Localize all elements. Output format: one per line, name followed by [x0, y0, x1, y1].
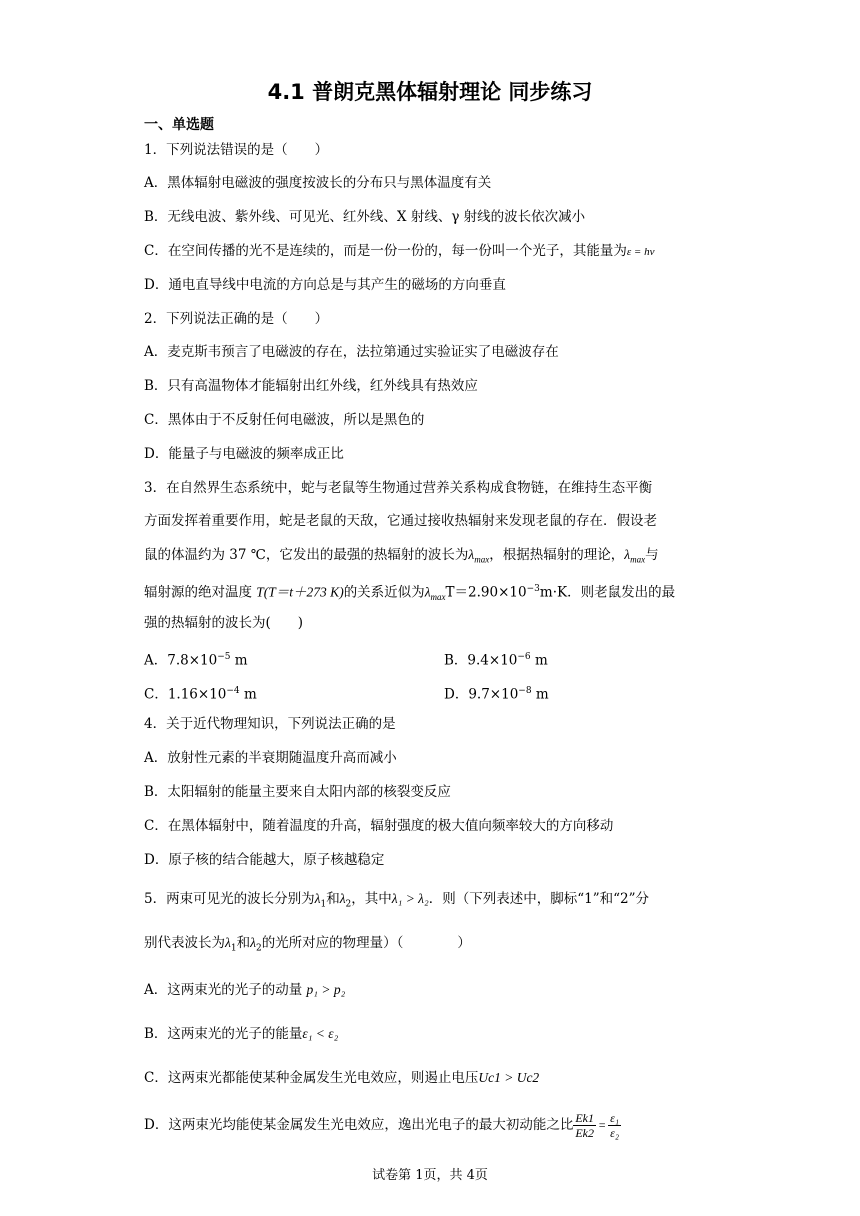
q2-option-c: C．黑体由于不反射任何电磁波，所以是黑色的	[144, 412, 425, 428]
q3-line-4-e: m·K．则老鼠发出的最	[539, 584, 676, 601]
unit: m	[230, 652, 248, 669]
q2-option-d: D．能量子与电磁波的频率成正比	[144, 446, 344, 462]
q5-line-1-d: ．则（下列表述中，脚标“1”和“2”分	[428, 891, 650, 907]
q5-option-b-formula: ε₁ < ε₂	[302, 1026, 339, 1041]
q4-option-a: A．放射性元素的半衰期随温度升高而减小	[144, 750, 397, 766]
q3-line-5: 强的热辐射的波长为( )	[144, 615, 304, 631]
q3-line-4	[144, 579, 675, 607]
equals-sign: =	[597, 1118, 607, 1132]
q3-line-4-c: 的关系近似为	[343, 584, 425, 601]
q5-option-d	[144, 1106, 621, 1144]
q3-option-b	[444, 647, 548, 671]
max-subscript: max	[630, 554, 646, 565]
q5-line-2	[144, 933, 471, 959]
fraction	[573, 1111, 596, 1140]
page-footer: 试卷第 1页，共 4页	[372, 1168, 488, 1183]
q2-option-a: A．麦克斯韦预言了电磁波的存在，法拉第通过实验证实了电磁波存在	[144, 344, 559, 360]
q5-option-a-formula: p₁ > p₂	[306, 982, 346, 997]
q5-option-c-formula: Uc1 > Uc2	[478, 1070, 540, 1085]
q3-option-a-value: A．7.8×10	[144, 652, 218, 669]
lambda-symbol: λ	[225, 935, 231, 950]
q3-option-c	[144, 681, 257, 705]
page-title: 4.1 普朗克黑体辐射理论 同步练习	[267, 80, 593, 104]
unit: m	[239, 686, 257, 703]
q5-option-c-text: C．这两束光都能使某种金属发生光电效应，则遏止电压	[144, 1070, 479, 1086]
lambda-symbol: λ	[250, 935, 256, 950]
max-subscript: max	[430, 592, 446, 603]
q3-line-3-c: 与	[645, 547, 659, 563]
q5-option-a	[144, 980, 345, 1000]
q5-option-d-text: D．这两束光均能使某金属发生光电效应，逸出光电子的最大初动能之比	[144, 1117, 574, 1133]
lambda-symbol: λ	[624, 547, 631, 562]
q5-line-1-b: 和	[326, 891, 340, 907]
subscript: 2	[255, 943, 262, 954]
exponent: −5	[217, 652, 231, 662]
q4-option-b: B．太阳辐射的能量主要来自太阳内部的核裂变反应	[144, 784, 451, 800]
q4-option-d: D．原子核的结合能越大，原子核越稳定	[144, 852, 385, 868]
lambda-symbol: λ	[339, 891, 346, 906]
q5-relation: λ₁ > λ₂	[391, 891, 429, 906]
section-heading: 一、单选题	[144, 117, 214, 133]
denominator: ε₂	[610, 1126, 619, 1140]
q3-line-4-d: T＝2.90×10	[445, 584, 527, 601]
q3-line-4-a: 辐射源的绝对温度	[144, 584, 257, 601]
q3-option-a	[144, 647, 248, 671]
exponent: −3	[526, 584, 540, 594]
q1-option-c-text: C．在空间传播的光不是连续的，而是一份一份的，每一份叫一个光子，其能量为	[144, 243, 627, 259]
denominator: Ek2	[575, 1126, 594, 1140]
lambda-symbol: λ	[468, 547, 475, 562]
q1-option-d: D．通电直导线中电流的方向总是与其产生的磁场的方向垂直	[144, 277, 506, 293]
q5-line-2-c: 的光所对应的物理量）（ ）	[261, 935, 471, 951]
exponent: −4	[226, 686, 240, 696]
q4-option-c: C．在黑体辐射中，随着温度的升高，辐射强度的极大值向频率较大的方向移动	[144, 818, 614, 834]
q3-option-b-value: B．9.4×10	[444, 652, 518, 669]
fraction	[608, 1111, 621, 1140]
q3-line-3-a: 鼠的体温约为 37 ℃，它发出的最强的热辐射的波长为	[144, 547, 469, 563]
subscript: 1	[320, 899, 327, 910]
q3-option-d-value: D．9.7×10	[444, 686, 519, 703]
q5-line-1-c: ，其中	[351, 891, 392, 907]
q1-option-a: A．黑体辐射电磁波的强度按波长的分布只与黑体温度有关	[144, 175, 492, 191]
q3-option-d	[444, 681, 549, 705]
subscript: 1	[230, 943, 237, 954]
q3-line-3	[144, 545, 659, 570]
q5-option-b	[144, 1024, 338, 1044]
q1-option-c	[144, 241, 654, 262]
q1-stem: 1．下列说法错误的是（ ）	[144, 142, 329, 158]
q5-line-1	[144, 889, 649, 915]
q3-option-c-value: C．1.16×10	[144, 686, 227, 703]
q5-line-2-b: 和	[236, 935, 251, 951]
numerator: ε₁	[610, 1111, 619, 1125]
q5-line-2-a: 别代表波长为	[144, 935, 225, 951]
q2-option-b: B．只有高温物体才能辐射出红外线，红外线具有热效应	[144, 378, 478, 394]
exponent: −8	[518, 686, 532, 696]
lambda-symbol: λ	[424, 584, 431, 600]
q1-option-b: B．无线电波、紫外线、可见光、红外线、X 射线、γ 射线的波长依次减小	[144, 209, 586, 225]
lambda-symbol: λ	[314, 891, 321, 906]
q3-line-1: 3．在自然界生态系统中，蛇与老鼠等生物通过营养关系构成食物链，在维持生态平衡	[144, 480, 653, 496]
q4-stem: 4．关于近代物理知识，下列说法正确的是	[144, 716, 396, 732]
q3-line-2: 方面发挥着重要作用，蛇是老鼠的天敌，它通过接收热辐射来发现老鼠的存在．假设老	[144, 513, 657, 529]
q1-option-c-formula: ε = hν	[626, 246, 655, 258]
q3-line-4-b: T(T＝t＋273 K)	[256, 584, 344, 600]
numerator: Ek1	[575, 1111, 594, 1125]
q3-line-3-b: ，根据热辐射的理论，	[489, 547, 625, 563]
q5-option-b-text: B．这两束光的光子的能量	[144, 1026, 303, 1042]
subscript: 2	[345, 899, 352, 910]
q5-option-c	[144, 1068, 539, 1088]
unit: m	[530, 652, 548, 669]
q2-stem: 2．下列说法正确的是（ ）	[144, 311, 329, 327]
max-subscript: max	[474, 554, 490, 565]
exponent: −6	[517, 652, 531, 662]
q5-line-1-a: 5．两束可见光的波长分别为	[144, 891, 315, 907]
q5-option-a-text: A．这两束光的光子的动量	[144, 982, 307, 998]
unit: m	[531, 686, 549, 703]
